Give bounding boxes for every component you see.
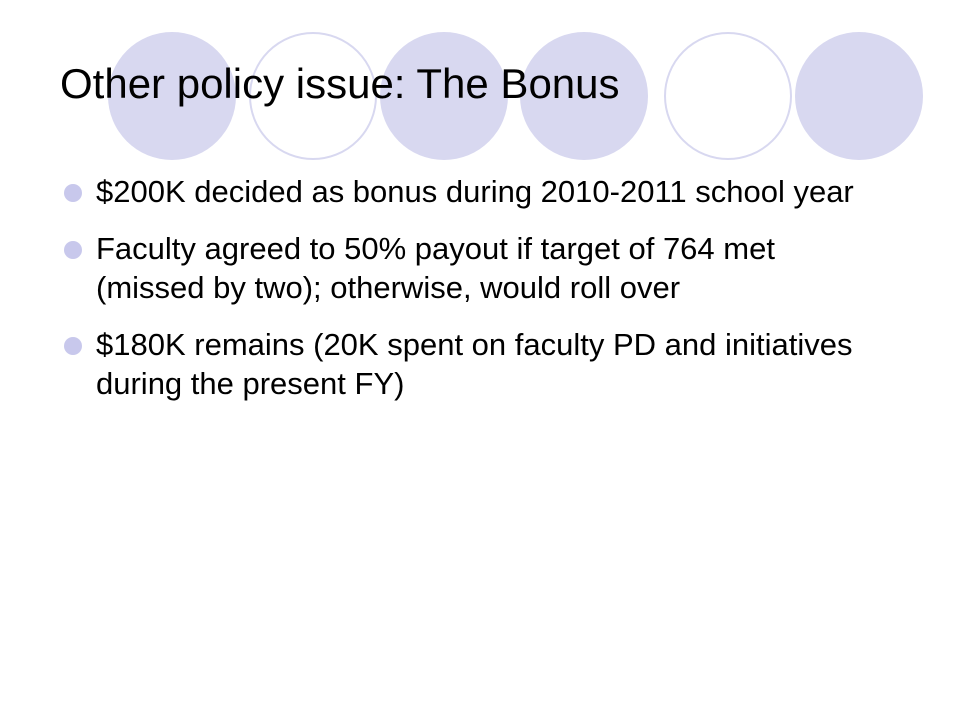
bullet-dot-icon [64, 184, 82, 202]
decor-circle-filled-4 [795, 32, 923, 160]
bullet-text: $180K remains (20K spent on faculty PD and initiatives during the present FY) [96, 327, 853, 401]
bullet-item [60, 325, 880, 403]
bullet-item [60, 172, 880, 211]
slide-title: Other policy issue: The Bonus [60, 60, 620, 107]
bullet-text: Faculty agreed to 50% payout if target of 764 met (missed by two); otherwise, would roll over [96, 231, 775, 305]
bullet-text: $200K decided as bonus during 2010-2011 school year [96, 174, 854, 209]
bullet-list [60, 172, 880, 421]
bullet-item [60, 229, 880, 307]
decor-circle-outline-2 [664, 32, 792, 160]
bullet-dot-icon [64, 337, 82, 355]
bullet-dot-icon [64, 241, 82, 259]
